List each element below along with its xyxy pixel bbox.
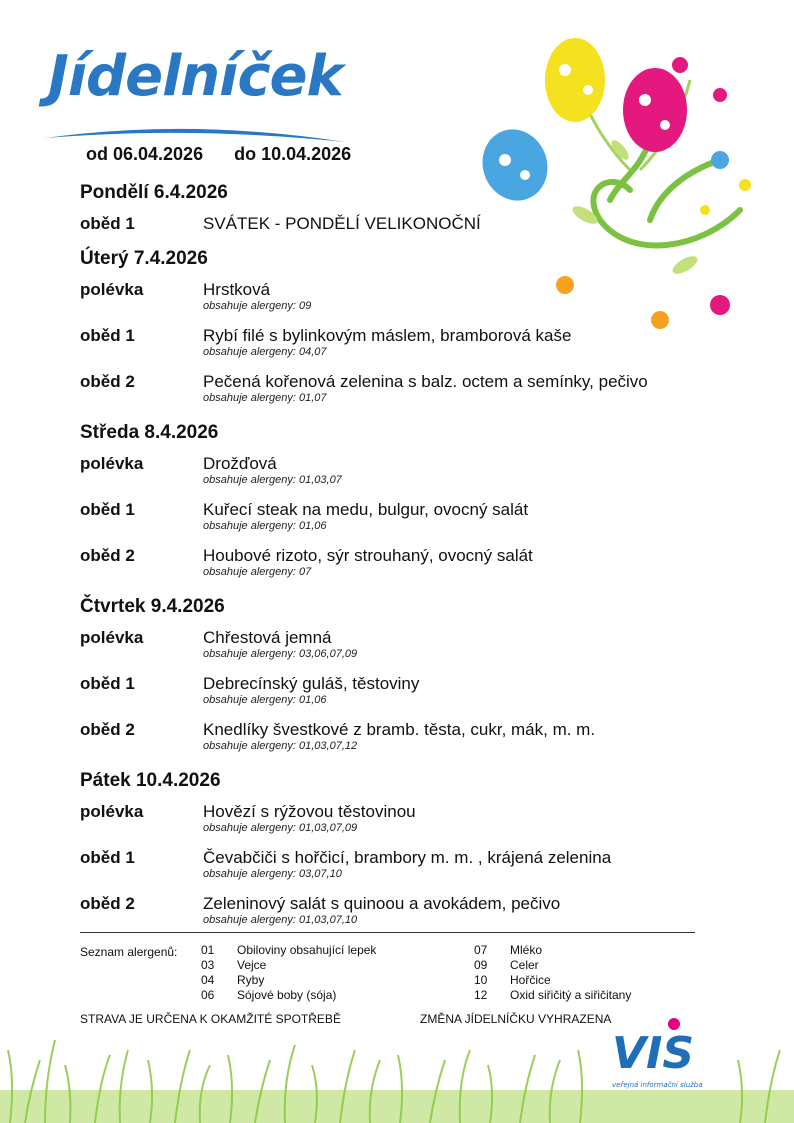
day-title: Úterý 7.4.2026	[80, 248, 208, 269]
day-monday	[80, 182, 740, 244]
menu-item	[80, 326, 740, 372]
menu-item	[80, 894, 740, 940]
menu-item	[80, 720, 740, 766]
item-label: polévka	[80, 280, 144, 299]
item-dish: Drožďová	[203, 454, 277, 473]
legend-divider	[80, 932, 695, 933]
item-allergens: obsahuje alergeny: 01,07	[203, 392, 327, 404]
vis-logo-text: VIS	[612, 1028, 695, 1079]
legend-item	[474, 958, 539, 972]
vis-logo	[610, 1016, 720, 1096]
legend-number: 12	[474, 988, 488, 1002]
item-allergens: obsahuje alergeny: 01,03,07	[203, 474, 342, 486]
legend-name: Oxid siřičitý a siřičitany	[510, 988, 632, 1002]
legend-number: 09	[474, 958, 488, 972]
weekly-menu	[80, 182, 740, 944]
menu-item	[80, 674, 740, 720]
item-label: polévka	[80, 802, 144, 821]
legend-item	[474, 988, 631, 1002]
item-label: oběd 2	[80, 894, 135, 913]
legend-name: Hořčice	[510, 973, 551, 987]
legend-number: 04	[201, 973, 215, 987]
day-friday	[80, 770, 740, 940]
date-range	[86, 144, 377, 165]
day-wednesday	[80, 422, 740, 592]
item-dish: SVÁTEK - PONDĚLÍ VELIKONOČNÍ	[203, 214, 481, 233]
item-allergens: obsahuje alergeny: 01,06	[203, 520, 327, 532]
menu-item	[80, 628, 740, 674]
legend-item	[201, 958, 266, 972]
legend-item	[201, 973, 264, 987]
legend-item	[474, 943, 542, 957]
menu-item	[80, 546, 740, 592]
menu-item	[80, 280, 740, 326]
legend-title: Seznam alergenů:	[80, 945, 178, 959]
menu-item	[80, 214, 740, 244]
menu-item	[80, 372, 740, 418]
legend-name: Mléko	[510, 943, 543, 957]
item-allergens: obsahuje alergeny: 04,07	[203, 346, 327, 358]
legend-item	[201, 988, 336, 1002]
day-tuesday	[80, 248, 740, 418]
legend-name: Celer	[510, 958, 539, 972]
item-dish: Knedlíky švestkové z bramb. těsta, cukr, mák, m. m.	[203, 720, 596, 739]
menu-item	[80, 802, 740, 848]
day-thursday	[80, 596, 740, 766]
item-label: oběd 2	[80, 720, 135, 739]
item-label: oběd 1	[80, 326, 135, 345]
item-allergens: obsahuje alergeny: 01,03,07,10	[203, 914, 358, 926]
item-label: oběd 1	[80, 214, 135, 233]
menu-item	[80, 500, 740, 546]
menu-item	[80, 454, 740, 500]
item-allergens: obsahuje alergeny: 07	[203, 566, 312, 578]
item-dish: Čevabčiči s hořčicí, brambory m. m. , krájená zelenina	[203, 848, 612, 867]
day-title: Pátek 10.4.2026	[80, 770, 221, 791]
legend-name: Ryby	[237, 973, 265, 987]
item-allergens: obsahuje alergeny: 01,06	[203, 694, 327, 706]
vis-logo-subtitle: veřejná informační služba	[612, 1081, 703, 1089]
legend-number: 10	[474, 973, 488, 987]
item-allergens: obsahuje alergeny: 03,07,10	[203, 868, 342, 880]
item-label: polévka	[80, 628, 144, 647]
legend-name: Sójové boby (sója)	[237, 988, 337, 1002]
item-label: oběd 1	[80, 500, 135, 519]
footer-note-changes: ZMĚNA JÍDELNÍČKU VYHRAZENA	[420, 1012, 612, 1026]
item-dish: Hrstková	[203, 280, 271, 299]
item-dish: Houbové rizoto, sýr strouhaný, ovocný salát	[203, 546, 533, 565]
item-label: oběd 1	[80, 674, 135, 693]
legend-number: 07	[474, 943, 488, 957]
legend-item	[201, 943, 376, 957]
vis-logo-mark	[610, 1016, 720, 1091]
page-title: Jídelníček	[48, 44, 343, 109]
day-title: Středa 8.4.2026	[80, 422, 219, 443]
item-label: oběd 2	[80, 546, 135, 565]
item-allergens: obsahuje alergeny: 01,03,07,09	[203, 822, 358, 834]
item-allergens: obsahuje alergeny: 01,03,07,12	[203, 740, 358, 752]
legend-item	[474, 973, 551, 987]
day-title: Pondělí 6.4.2026	[80, 182, 228, 203]
item-dish: Rybí filé s bylinkovým máslem, bramborová kaše	[203, 326, 572, 345]
item-dish: Debrecínský guláš, těstoviny	[203, 674, 420, 693]
item-label: polévka	[80, 454, 144, 473]
legend-number: 01	[201, 943, 215, 957]
item-label: oběd 2	[80, 372, 135, 391]
legend-name: Obiloviny obsahující lepek	[237, 943, 377, 957]
legend-number: 03	[201, 958, 215, 972]
legend-number: 06	[201, 988, 215, 1002]
item-allergens: obsahuje alergeny: 09	[203, 300, 312, 312]
item-allergens: obsahuje alergeny: 03,06,07,09	[203, 648, 358, 660]
item-dish: Pečená kořenová zelenina s balz. octem a semínky, pečivo	[203, 372, 648, 391]
item-dish: Hovězí s rýžovou těstovinou	[203, 802, 416, 821]
date-to: do 10.04.2026	[234, 144, 352, 164]
menu-item	[80, 848, 740, 894]
item-dish: Chřestová jemná	[203, 628, 332, 647]
item-dish: Kuřecí steak na medu, bulgur, ovocný salát	[203, 500, 529, 519]
day-title: Čtvrtek 9.4.2026	[80, 596, 225, 617]
date-from: od 06.04.2026	[86, 144, 204, 164]
legend-name: Vejce	[237, 958, 267, 972]
item-label: oběd 1	[80, 848, 135, 867]
item-dish: Zeleninový salát s quinoou a avokádem, pečivo	[203, 894, 561, 913]
footer-note-consumption: STRAVA JE URČENA K OKAMŽITÉ SPOTŘEBĚ	[80, 1012, 341, 1026]
